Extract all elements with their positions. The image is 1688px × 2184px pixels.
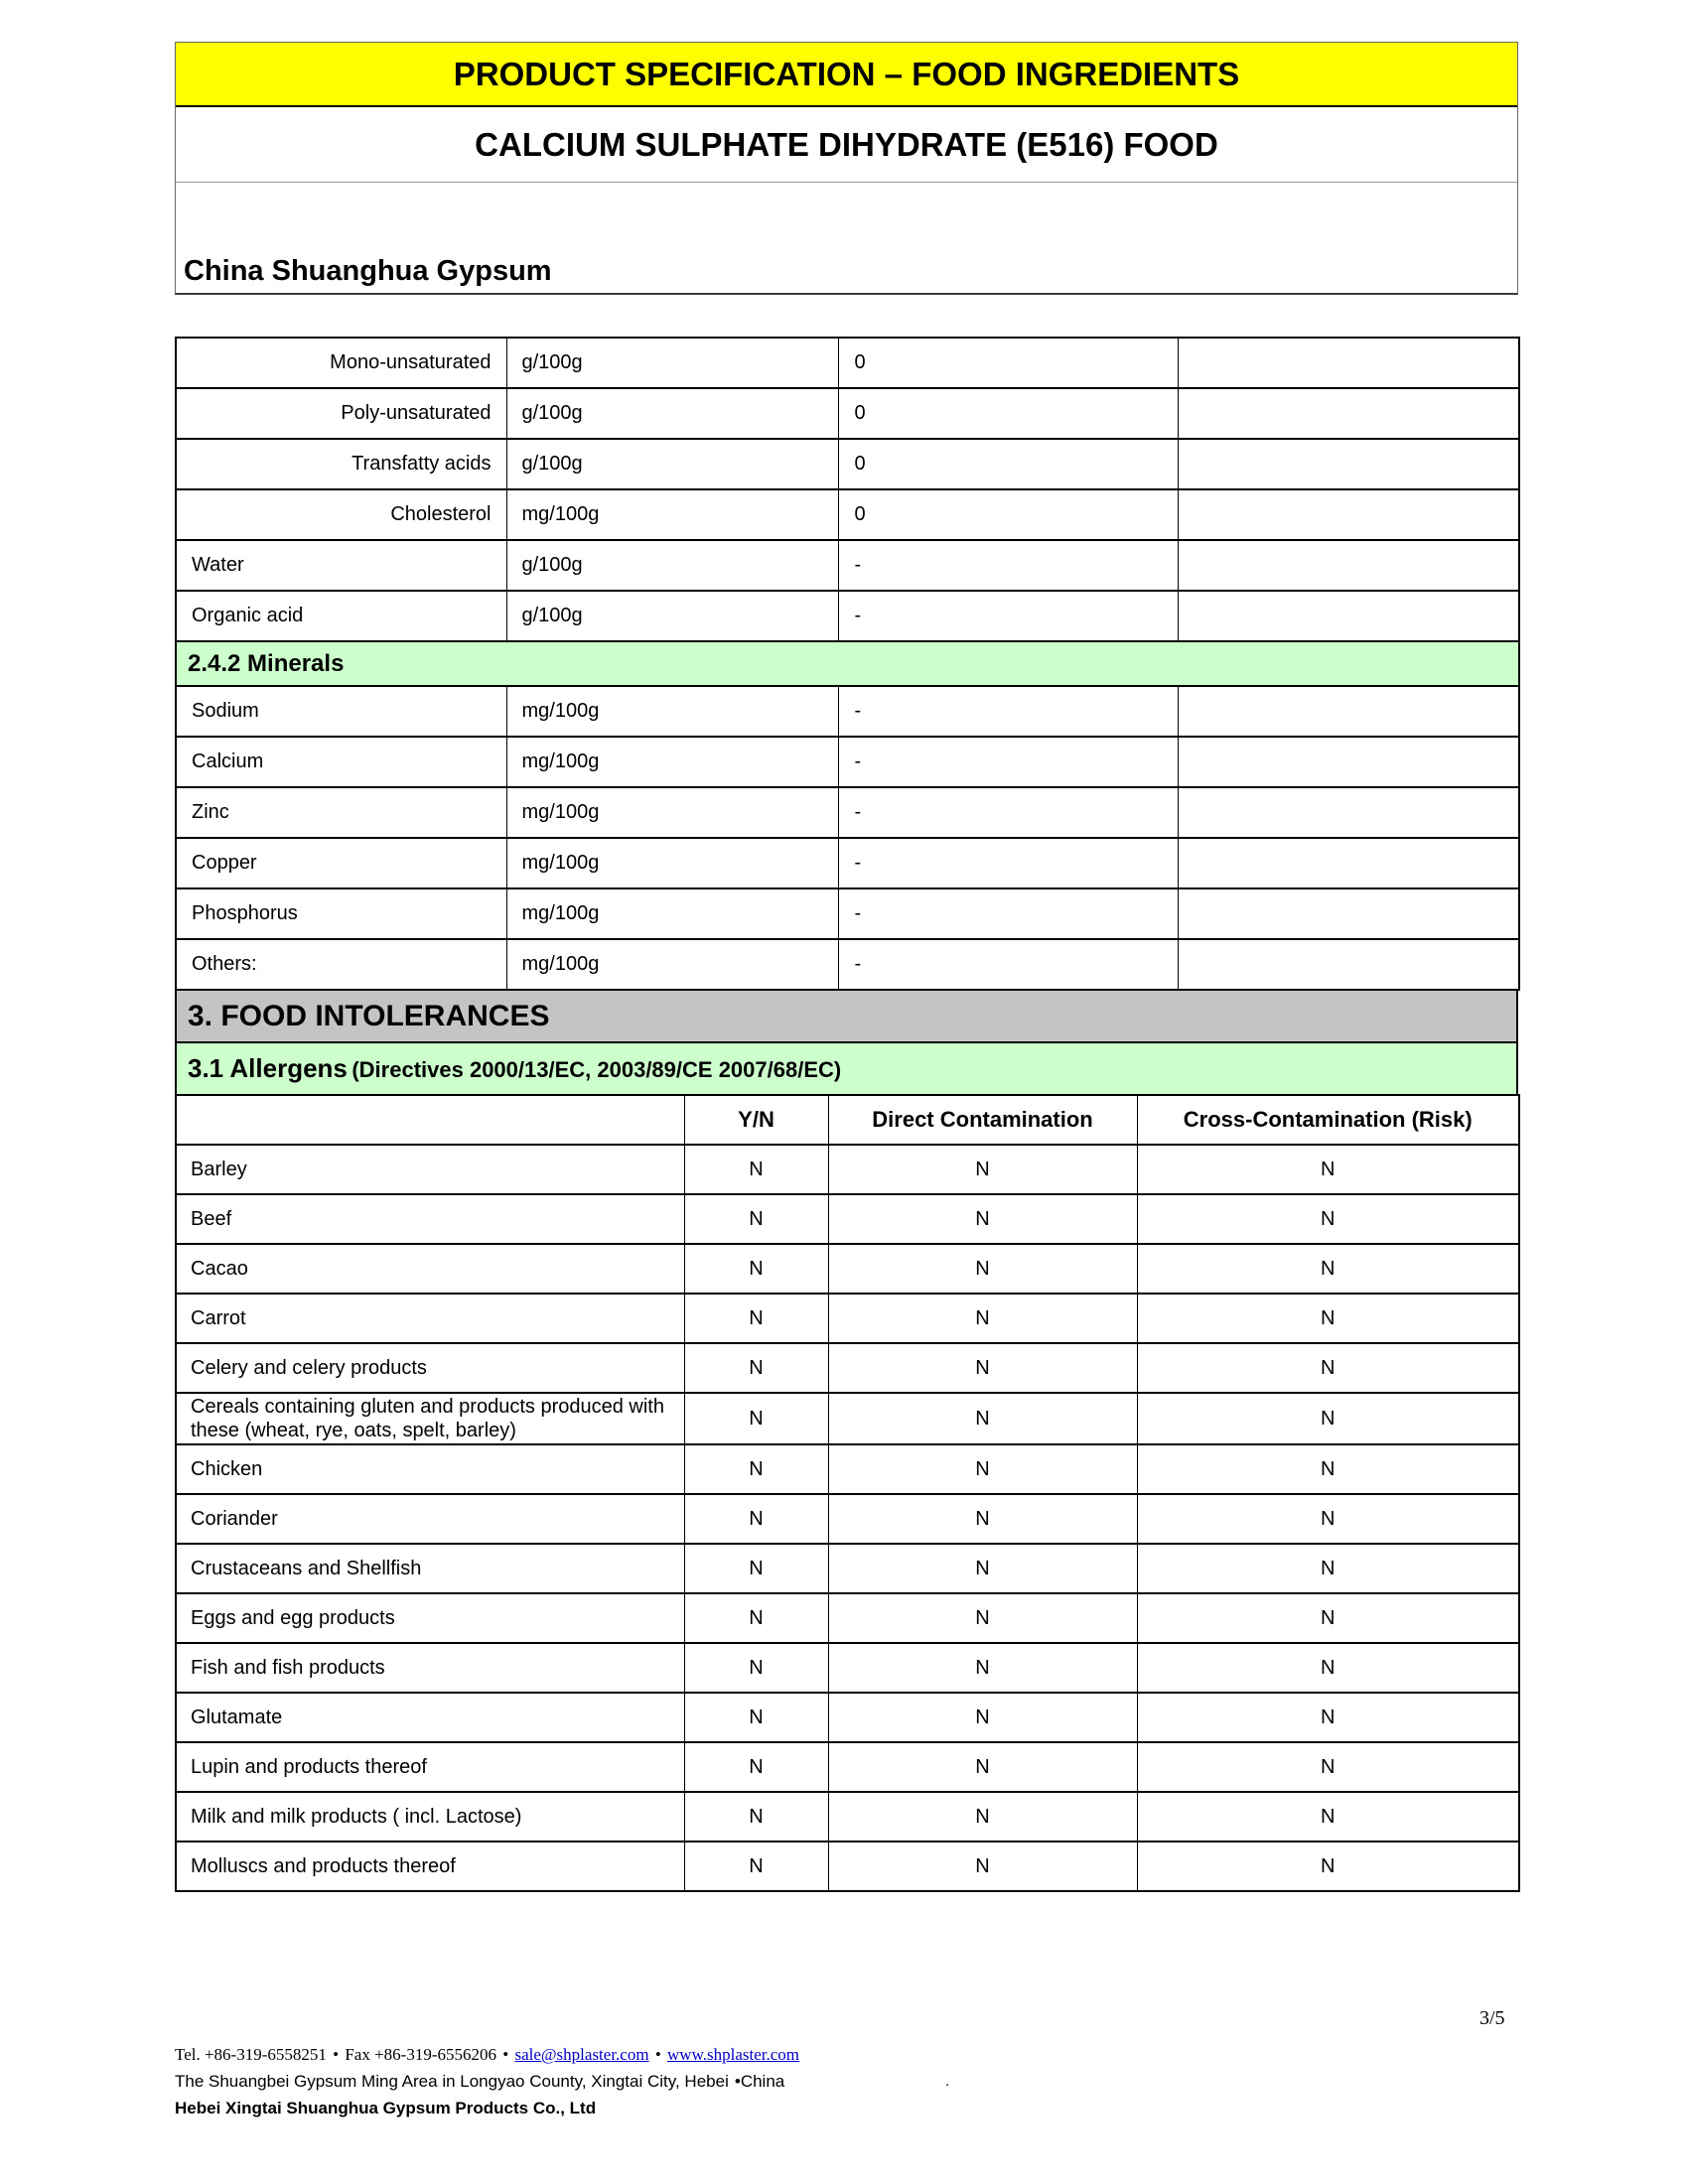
empty-cell bbox=[1178, 388, 1519, 439]
allergen-name: Cacao bbox=[176, 1244, 684, 1294]
bullet-separator: • bbox=[654, 2045, 661, 2064]
nutrient-unit: mg/100g bbox=[506, 838, 838, 888]
allergen-yn: N bbox=[684, 1145, 828, 1194]
nutrient-unit: g/100g bbox=[506, 591, 838, 641]
allergen-yn: N bbox=[684, 1593, 828, 1643]
nutrient-value: 0 bbox=[838, 388, 1178, 439]
footer-company-line: Hebei Xingtai Shuanghua Gypsum Products Co., Ltd bbox=[175, 2099, 597, 2117]
allergen-direct: N bbox=[828, 1145, 1137, 1194]
allergen-name: Celery and celery products bbox=[176, 1343, 684, 1393]
email-link[interactable]: sale@shplaster.com bbox=[514, 2045, 649, 2064]
bullet-separator: • bbox=[734, 2072, 741, 2091]
company-heading-row bbox=[176, 183, 1517, 293]
nutrient-unit: mg/100g bbox=[506, 489, 838, 540]
page-number: 3/5 bbox=[1479, 2007, 1505, 2029]
allergen-yn: N bbox=[684, 1444, 828, 1494]
nutrient-unit: mg/100g bbox=[506, 939, 838, 990]
empty-cell bbox=[1178, 591, 1519, 641]
nutrient-value: 0 bbox=[838, 439, 1178, 489]
allergen-yn: N bbox=[684, 1693, 828, 1742]
empty-cell bbox=[1178, 737, 1519, 787]
allergen-cross: N bbox=[1137, 1494, 1519, 1544]
allergen-row bbox=[176, 1393, 1519, 1444]
product-title: CALCIUM SULPHATE DIHYDRATE (E516) FOOD bbox=[176, 107, 1517, 183]
nutrient-unit: mg/100g bbox=[506, 787, 838, 838]
nutrient-label: Sodium bbox=[176, 686, 506, 737]
allergen-name: Glutamate bbox=[176, 1693, 684, 1742]
allergen-row bbox=[176, 1145, 1519, 1194]
nutrient-label: Mono-unsaturated bbox=[176, 338, 506, 388]
nutrient-value: - bbox=[838, 686, 1178, 737]
empty-cell bbox=[1178, 686, 1519, 737]
allergen-name: Molluscs and products thereof bbox=[176, 1842, 684, 1891]
allergen-cross: N bbox=[1137, 1444, 1519, 1494]
nutrient-unit: g/100g bbox=[506, 439, 838, 489]
mineral-row bbox=[176, 686, 1519, 737]
address-text: The Shuangbei Gypsum Ming Area in Longyao County, Xingtai City, Hebei bbox=[175, 2072, 729, 2091]
footer bbox=[175, 2041, 1267, 2121]
allergen-yn: N bbox=[684, 1792, 828, 1842]
allergen-name: Crustaceans and Shellfish bbox=[176, 1544, 684, 1593]
allergens-title: 3.1 Allergens bbox=[188, 1053, 348, 1083]
allergen-row bbox=[176, 1444, 1519, 1494]
allergen-yn: N bbox=[684, 1244, 828, 1294]
allergen-cross: N bbox=[1137, 1145, 1519, 1194]
allergen-name: Lupin and products thereof bbox=[176, 1742, 684, 1792]
allergens-header-row bbox=[176, 1095, 1519, 1145]
allergen-cross: N bbox=[1137, 1294, 1519, 1343]
allergen-col-blank bbox=[176, 1095, 684, 1145]
nutrient-value: - bbox=[838, 787, 1178, 838]
allergen-col-direct: Direct Contamination bbox=[828, 1095, 1137, 1145]
allergen-row bbox=[176, 1544, 1519, 1593]
allergen-yn: N bbox=[684, 1294, 828, 1343]
nutrition-minerals-table bbox=[175, 337, 1520, 991]
allergen-direct: N bbox=[828, 1842, 1137, 1891]
allergens-body bbox=[176, 1145, 1519, 1891]
tel-text: Tel. +86-319-6558251 bbox=[175, 2045, 327, 2064]
allergen-cross: N bbox=[1137, 1693, 1519, 1742]
nutrient-value: - bbox=[838, 540, 1178, 591]
nutrient-unit: g/100g bbox=[506, 388, 838, 439]
nutrient-unit: mg/100g bbox=[506, 888, 838, 939]
mineral-row bbox=[176, 737, 1519, 787]
allergen-direct: N bbox=[828, 1343, 1137, 1393]
empty-cell bbox=[1178, 489, 1519, 540]
allergens-subtitle: (Directives 2000/13/EC, 2003/89/CE 2007/68/EC) bbox=[352, 1057, 842, 1082]
allergen-row bbox=[176, 1842, 1519, 1891]
section-food-intolerances-title: 3. FOOD INTOLERANCES bbox=[175, 989, 1518, 1043]
allergen-name: Chicken bbox=[176, 1444, 684, 1494]
allergen-direct: N bbox=[828, 1494, 1137, 1544]
nutrient-value: - bbox=[838, 737, 1178, 787]
allergen-row bbox=[176, 1244, 1519, 1294]
nutrient-label: Calcium bbox=[176, 737, 506, 787]
nutrient-label: Water bbox=[176, 540, 506, 591]
allergen-row bbox=[176, 1742, 1519, 1792]
nutrient-label: Copper bbox=[176, 838, 506, 888]
nutrient-label: Cholesterol bbox=[176, 489, 506, 540]
allergen-name: Milk and milk products ( incl. Lactose) bbox=[176, 1792, 684, 1842]
allergen-row bbox=[176, 1194, 1519, 1244]
nutrient-row bbox=[176, 439, 1519, 489]
nutrient-unit: mg/100g bbox=[506, 737, 838, 787]
section-minerals-row bbox=[176, 641, 1519, 686]
nutrient-row bbox=[176, 540, 1519, 591]
allergen-direct: N bbox=[828, 1294, 1137, 1343]
allergen-yn: N bbox=[684, 1393, 828, 1444]
allergen-yn: N bbox=[684, 1494, 828, 1544]
mineral-row bbox=[176, 838, 1519, 888]
allergen-cross: N bbox=[1137, 1393, 1519, 1444]
allergen-cross: N bbox=[1137, 1792, 1519, 1842]
allergen-cross: N bbox=[1137, 1643, 1519, 1693]
mineral-row bbox=[176, 888, 1519, 939]
nutrient-row bbox=[176, 489, 1519, 540]
nutrient-value: - bbox=[838, 838, 1178, 888]
address-line bbox=[175, 2068, 1267, 2095]
empty-cell bbox=[1178, 939, 1519, 990]
allergen-direct: N bbox=[828, 1593, 1137, 1643]
nutrient-label: Poly-unsaturated bbox=[176, 388, 506, 439]
allergen-direct: N bbox=[828, 1742, 1137, 1792]
allergen-direct: N bbox=[828, 1792, 1137, 1842]
nutrient-label: Others: bbox=[176, 939, 506, 990]
nutrient-value: - bbox=[838, 939, 1178, 990]
header-box bbox=[175, 42, 1518, 295]
allergen-direct: N bbox=[828, 1244, 1137, 1294]
section-minerals-title: 2.4.2 Minerals bbox=[176, 641, 1519, 686]
bullet-separator: • bbox=[502, 2045, 509, 2064]
banner-title: PRODUCT SPECIFICATION – FOOD INGREDIENTS bbox=[176, 43, 1517, 107]
empty-cell bbox=[1178, 439, 1519, 489]
allergen-name: Beef bbox=[176, 1194, 684, 1244]
allergen-name: Barley bbox=[176, 1145, 684, 1194]
spec-document-page bbox=[175, 42, 1518, 1892]
allergen-row bbox=[176, 1693, 1519, 1742]
section-allergens-banner bbox=[175, 1041, 1518, 1096]
empty-cell bbox=[1178, 540, 1519, 591]
allergen-name: Cereals containing gluten and products produced with these (wheat, rye, oats, spelt, barley) bbox=[176, 1393, 684, 1444]
bullet-separator: • bbox=[333, 2045, 340, 2064]
nutrition-body bbox=[176, 338, 1519, 990]
allergen-cross: N bbox=[1137, 1194, 1519, 1244]
allergen-row bbox=[176, 1343, 1519, 1393]
allergen-yn: N bbox=[684, 1643, 828, 1693]
nutrient-row bbox=[176, 388, 1519, 439]
allergen-row bbox=[176, 1294, 1519, 1343]
website-link[interactable]: www.shplaster.com bbox=[667, 2045, 800, 2064]
allergen-name: Carrot bbox=[176, 1294, 684, 1343]
nutrient-unit: g/100g bbox=[506, 540, 838, 591]
nutrient-value: 0 bbox=[838, 489, 1178, 540]
company-name: China Shuanghua Gypsum bbox=[184, 255, 552, 287]
contact-line bbox=[175, 2041, 1267, 2068]
fax-text: Fax +86-319-6556206 bbox=[345, 2045, 497, 2064]
stray-mark: . bbox=[945, 2073, 950, 2090]
nutrient-value: 0 bbox=[838, 338, 1178, 388]
nutrient-label: Phosphorus bbox=[176, 888, 506, 939]
allergen-yn: N bbox=[684, 1742, 828, 1792]
mineral-row bbox=[176, 787, 1519, 838]
allergen-name: Coriander bbox=[176, 1494, 684, 1544]
allergen-yn: N bbox=[684, 1842, 828, 1891]
empty-cell bbox=[1178, 338, 1519, 388]
allergen-cross: N bbox=[1137, 1544, 1519, 1593]
nutrient-label: Organic acid bbox=[176, 591, 506, 641]
nutrient-value: - bbox=[838, 591, 1178, 641]
allergen-direct: N bbox=[828, 1444, 1137, 1494]
empty-cell bbox=[1178, 838, 1519, 888]
allergen-row bbox=[176, 1643, 1519, 1693]
mineral-row bbox=[176, 939, 1519, 990]
nutrient-label: Transfatty acids bbox=[176, 439, 506, 489]
nutrient-row bbox=[176, 338, 1519, 388]
allergen-cross: N bbox=[1137, 1244, 1519, 1294]
nutrient-row bbox=[176, 591, 1519, 641]
allergen-name: Eggs and egg products bbox=[176, 1593, 684, 1643]
allergen-cross: N bbox=[1137, 1593, 1519, 1643]
allergen-cross: N bbox=[1137, 1842, 1519, 1891]
empty-cell bbox=[1178, 787, 1519, 838]
address-country: China bbox=[740, 2072, 785, 2091]
allergen-row bbox=[176, 1792, 1519, 1842]
allergen-yn: N bbox=[684, 1544, 828, 1593]
allergen-col-yn: Y/N bbox=[684, 1095, 828, 1145]
allergen-yn: N bbox=[684, 1343, 828, 1393]
allergen-direct: N bbox=[828, 1693, 1137, 1742]
allergen-cross: N bbox=[1137, 1742, 1519, 1792]
nutrient-label: Zinc bbox=[176, 787, 506, 838]
empty-cell bbox=[1178, 888, 1519, 939]
nutrient-unit: mg/100g bbox=[506, 686, 838, 737]
allergen-direct: N bbox=[828, 1194, 1137, 1244]
allergen-col-cross: Cross-Contamination (Risk) bbox=[1137, 1095, 1519, 1145]
allergen-name: Fish and fish products bbox=[176, 1643, 684, 1693]
allergen-cross: N bbox=[1137, 1343, 1519, 1393]
allergen-direct: N bbox=[828, 1643, 1137, 1693]
allergen-direct: N bbox=[828, 1544, 1137, 1593]
allergen-direct: N bbox=[828, 1393, 1137, 1444]
allergen-row bbox=[176, 1593, 1519, 1643]
nutrient-unit: g/100g bbox=[506, 338, 838, 388]
nutrient-value: - bbox=[838, 888, 1178, 939]
allergens-table bbox=[175, 1094, 1520, 1892]
allergen-row bbox=[176, 1494, 1519, 1544]
allergen-yn: N bbox=[684, 1194, 828, 1244]
